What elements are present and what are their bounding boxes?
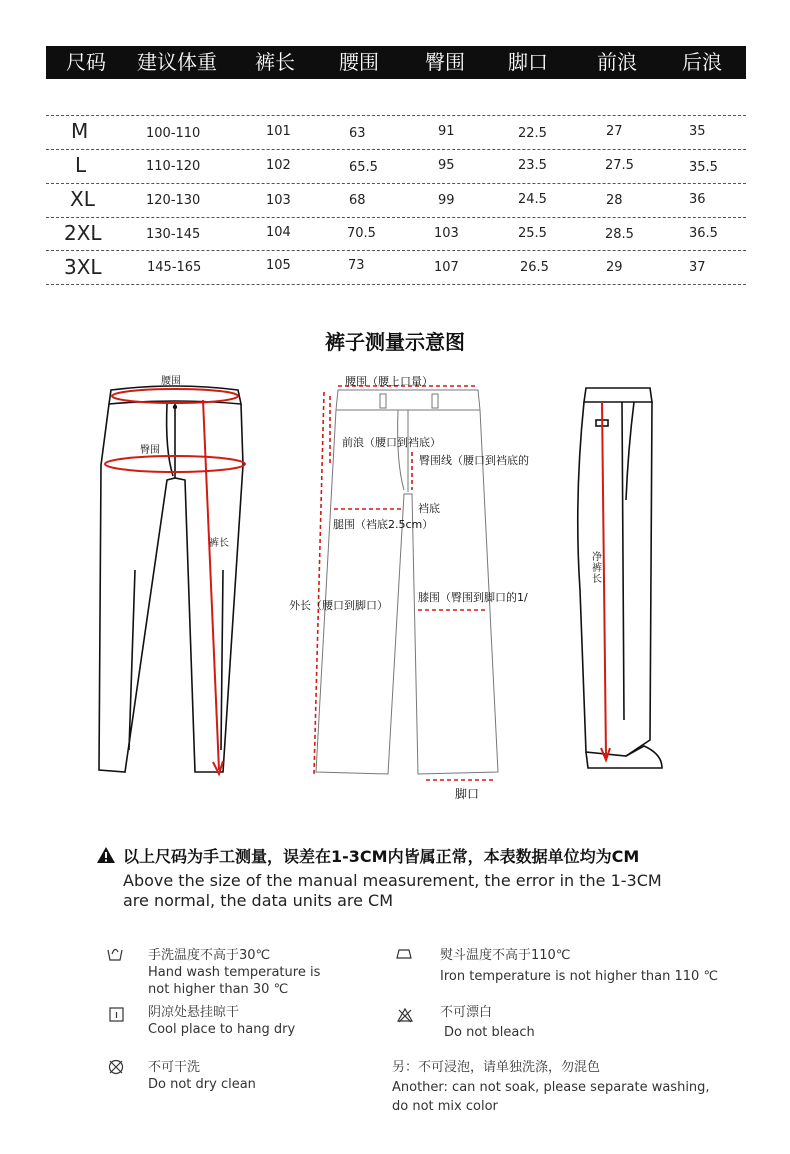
iron-icon: [395, 944, 413, 962]
cell-back-rise: 35: [689, 124, 706, 139]
cell-hip: 103: [434, 226, 459, 241]
label-length: 裤长: [209, 538, 229, 549]
cell-hem: 25.5: [518, 226, 547, 241]
cell-front-rise: 28.5: [605, 227, 634, 242]
care-iron-en1: Iron temperature is not higher than 110 ℃: [440, 969, 719, 984]
header-front-rise: 前浪: [597, 50, 637, 74]
cell-hem: 24.5: [518, 192, 547, 207]
cell-back-rise: 36.5: [689, 226, 718, 241]
warning-triangle-icon: [96, 846, 116, 864]
header-size: 尺码: [66, 50, 106, 74]
cell-front-rise: 27: [606, 124, 623, 139]
cell-front-rise: 27.5: [605, 158, 634, 173]
label-front-rise: 前浪（腰口到裆底）: [342, 436, 441, 449]
table-divider: [46, 250, 746, 251]
label-hip: 臀围: [140, 445, 160, 456]
cell-length: 103: [266, 193, 291, 208]
label-inseam: 净裤长: [592, 552, 602, 585]
label-hem: 脚口: [455, 787, 480, 801]
header-weight: 建议体重: [137, 50, 217, 74]
label-crotch: 裆底: [418, 502, 440, 515]
cell-back-rise: 35.5: [689, 160, 718, 175]
cell-waist: 70.5: [347, 226, 376, 241]
no-dry-clean-icon: [107, 1058, 125, 1076]
note-english-line2: are normal, the data units are CM: [123, 891, 394, 910]
cell-weight: 145-165: [147, 260, 202, 275]
note-english-line1: Above the size of the manual measurement, the error in the 1-3CM: [123, 871, 662, 890]
care-other-en1: Another: can not soak, please separate washing,: [392, 1080, 710, 1095]
label-waist-top: 腰围（腰上口量）: [345, 375, 433, 388]
care-iron-cn: 熨斗温度不高于110℃: [440, 948, 571, 963]
cell-weight: 100-110: [146, 126, 201, 141]
care-wash-en1: Hand wash temperature is: [148, 965, 321, 980]
cell-waist: 68: [349, 193, 366, 208]
care-wash-cn: 手洗温度不高于30℃: [148, 948, 271, 963]
note-chinese: 以上尺码为手工测量，误差在1-3CM内皆属正常，本表数据单位均为CM: [123, 847, 640, 866]
header-waist: 腰围: [339, 50, 379, 74]
header-back-rise: 后浪: [682, 50, 722, 74]
cell-length: 104: [266, 225, 291, 240]
care-dry-cn: 阴凉处悬挂晾干: [148, 1005, 240, 1020]
cell-hip: 91: [438, 124, 455, 139]
table-divider: [46, 284, 746, 285]
cell-hem: 23.5: [518, 158, 547, 173]
label-waist: 腰围: [161, 376, 181, 387]
cell-weight: 130-145: [146, 227, 201, 242]
care-wash-en2: not higher than 30 ℃: [148, 982, 289, 997]
cell-weight: 110-120: [146, 159, 201, 174]
cell-hip: 95: [438, 158, 455, 173]
cell-back-rise: 37: [689, 260, 706, 275]
cell-weight: 120-130: [146, 193, 201, 208]
cell-front-rise: 28: [606, 193, 623, 208]
cell-waist: 65.5: [349, 160, 378, 175]
cell-size: 3XL: [64, 255, 102, 279]
cell-waist: 63: [349, 126, 366, 141]
label-hip-line: 臀围线（腰口到裆底的: [419, 454, 529, 467]
diagram-title: 裤子测量示意图: [325, 330, 465, 354]
care-dryclean-cn: 不可干洗: [148, 1060, 201, 1075]
care-dryclean-en1: Do not dry clean: [148, 1077, 256, 1092]
cell-length: 102: [266, 158, 291, 173]
cell-waist: 73: [348, 258, 365, 273]
cell-hip: 107: [434, 260, 459, 275]
cell-size: XL: [70, 187, 95, 211]
table-divider: [46, 217, 746, 218]
care-dry-en1: Cool place to hang dry: [148, 1022, 296, 1037]
care-bleach-cn: 不可漂白: [440, 1005, 493, 1020]
label-thigh: 腿围（裆底2.5cm）: [333, 518, 434, 531]
cell-length: 105: [266, 258, 291, 273]
cell-hem: 26.5: [520, 260, 549, 275]
cell-size: 2XL: [64, 221, 102, 245]
label-knee: 膝围（臀围到脚口的1/: [418, 591, 528, 604]
cell-size: L: [75, 153, 87, 177]
no-bleach-icon: [396, 1006, 414, 1024]
table-divider: [46, 115, 746, 116]
care-bleach-en1: Do not bleach: [444, 1025, 535, 1040]
hang-dry-icon: [108, 1006, 126, 1024]
cell-hip: 99: [438, 193, 455, 208]
label-outseam: 外长（腰口到脚口）: [289, 599, 388, 612]
size-table-header: [46, 46, 746, 79]
cell-hem: 22.5: [518, 126, 547, 141]
table-divider: [46, 149, 746, 150]
table-divider: [46, 183, 746, 184]
header-length: 裤长: [255, 50, 295, 74]
care-other-en2: do not mix color: [392, 1099, 498, 1114]
hand-wash-icon: [106, 944, 124, 962]
cell-size: M: [71, 119, 89, 143]
pants-front-illustration: [95, 370, 255, 780]
care-other-cn: 另：不可浸泡，请单独洗涤，勿混色: [392, 1060, 601, 1075]
cell-front-rise: 29: [606, 260, 623, 275]
header-hem: 脚口: [508, 50, 548, 74]
cell-length: 101: [266, 124, 291, 139]
header-hip: 臀围: [425, 50, 465, 74]
cell-back-rise: 36: [689, 192, 706, 207]
